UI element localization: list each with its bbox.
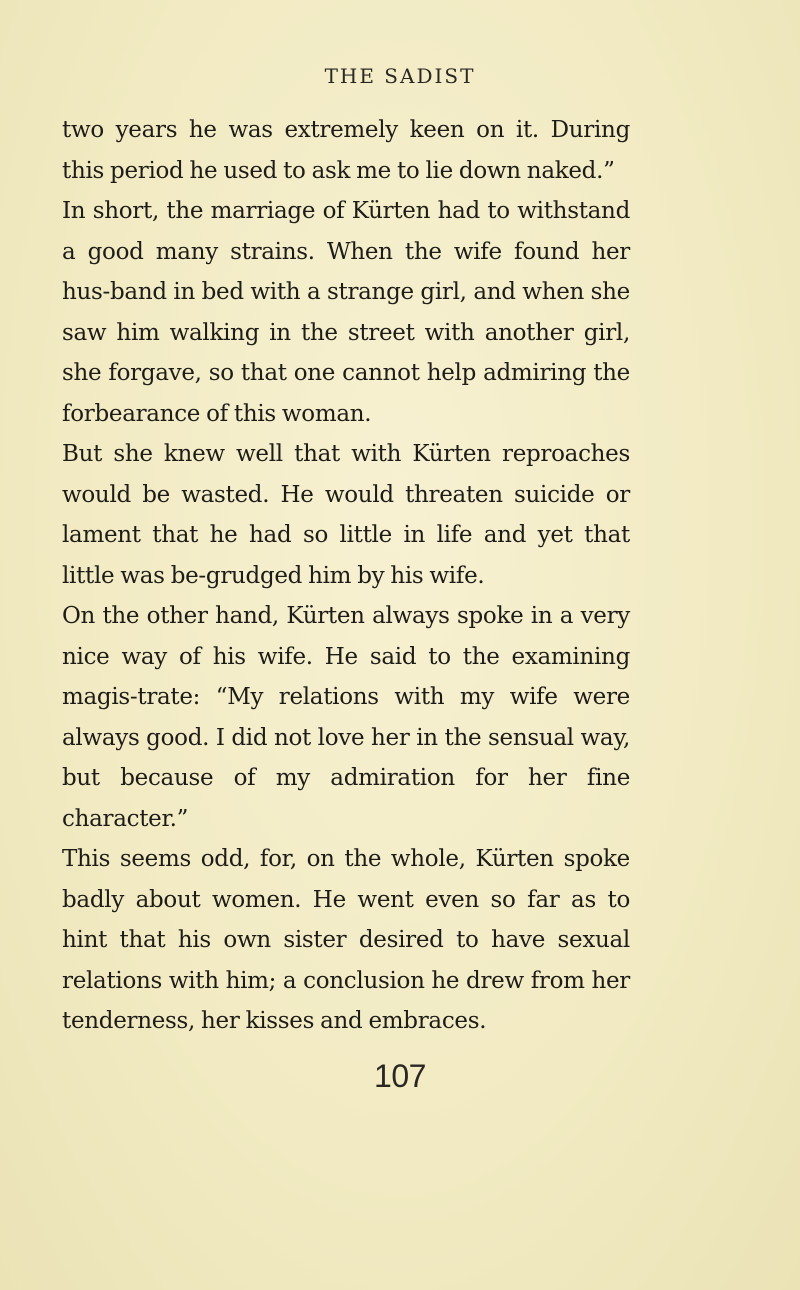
- running-head: THE SADIST: [324, 64, 476, 88]
- paragraph-3: But she knew well that with Kürten reproaches would be wasted. He would threaten suicide or lament that he had so little in life and yet that little was be-grudged him by his wife.: [62, 441, 630, 589]
- paragraph-4: On the other hand, Kürten always spoke in a very nice way of his wife. He said to the examining magis-trate: “My relations with my wife were always good. I did not love her in the sensual way, but because of my admiration for her fine character.”: [62, 603, 630, 832]
- body-text: [62, 110, 630, 1042]
- paragraph-5: This seems odd, for, on the whole, Kürten spoke badly about women. He went even so far as to hint that his own sister desired to have sexual relations with him; a conclusion he drew from her tenderness, her kisses and embraces.: [62, 846, 630, 1034]
- paragraph-1: two years he was extremely keen on it. During this period he used to ask me to lie down naked.”: [62, 117, 630, 184]
- page-number: 107: [374, 1058, 426, 1094]
- paragraph-2: In short, the marriage of Kürten had to withstand a good many strains. When the wife found her hus-band in bed with a strange girl, and when she saw him walking in the street with another girl, she forgave, so that one cannot help admiring the forbearance of this woman.: [62, 198, 630, 427]
